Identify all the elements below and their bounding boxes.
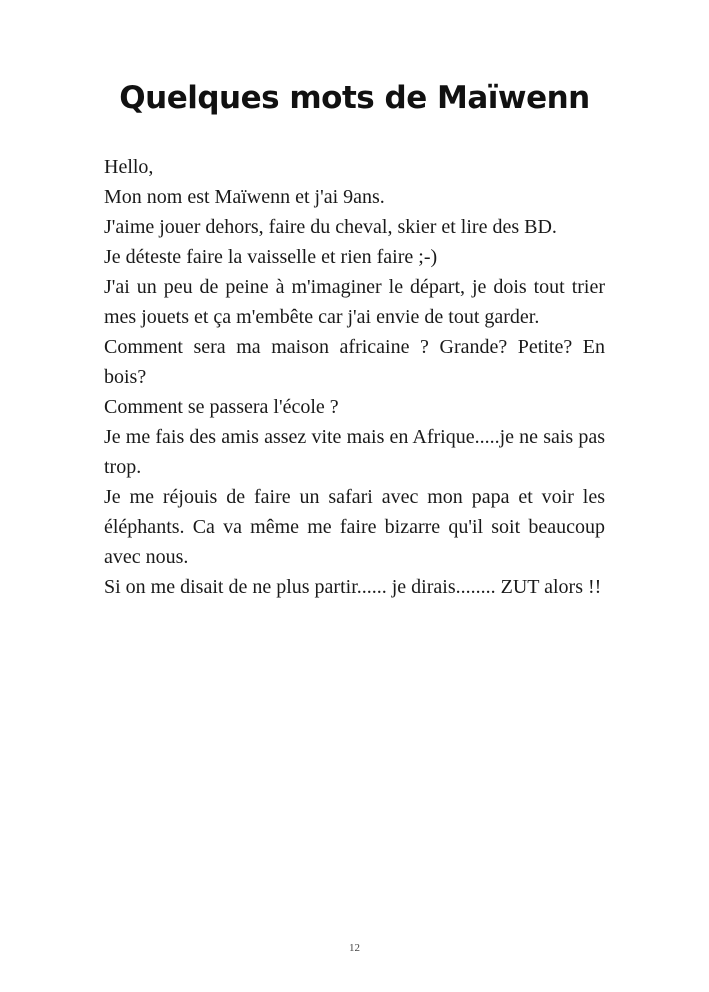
body-text [104,152,605,602]
paragraph-conclusion: Si on me disait de ne plus partir...... je dirais........ ZUT alors !! [104,576,602,598]
paragraph-dislikes: Je déteste faire la vaisselle et rien faire ;-) [104,246,438,268]
paragraph-friends: Je me fais des amis assez vite mais en Afrique.....je ne sais pas trop. [104,426,605,478]
paragraph-departure: J'ai un peu de peine à m'imaginer le départ, je dois tout trier mes jouets et ça m'embête car j'ai envie de tout garder. [104,276,605,328]
paragraph-name: Mon nom est Maïwenn et j'ai 9ans. [104,186,385,208]
paragraph-greeting: Hello, [104,156,154,178]
page-title: Quelques mots de Maïwenn [119,80,590,116]
page-number: 12 [349,942,360,954]
paragraph-house: Comment sera ma maison africaine ? Grande? Petite? En bois? [104,336,605,388]
paragraph-likes: J'aime jouer dehors, faire du cheval, skier et lire des BD. [104,216,557,238]
paragraph-school: Comment se passera l'école ? [104,396,339,418]
paragraph-safari: Je me réjouis de faire un safari avec mon papa et voir les éléphants. Ca va même me faire bizarre qu'il soit beaucoup avec nous. [104,486,605,568]
